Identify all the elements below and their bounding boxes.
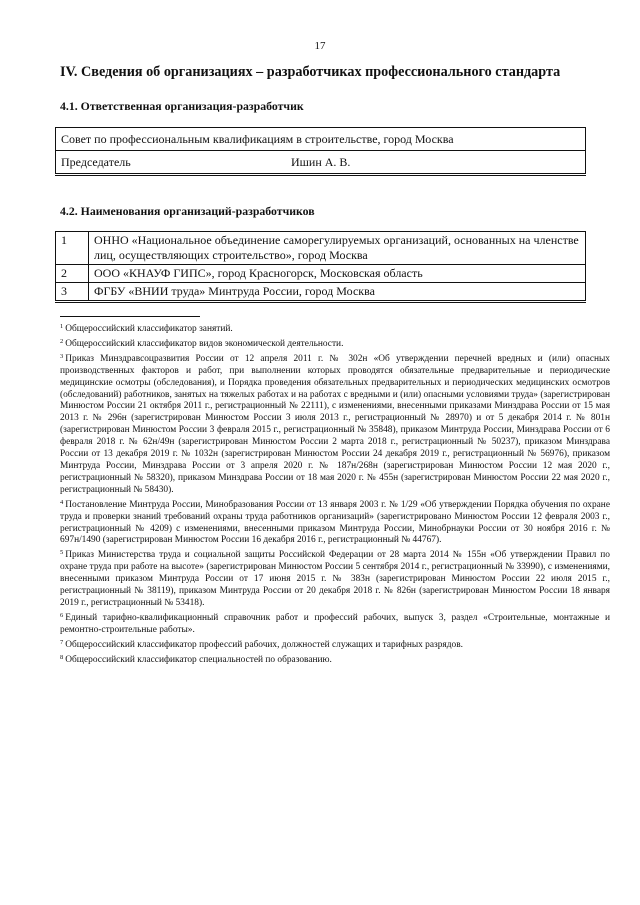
responsible-person-row bbox=[56, 151, 586, 175]
footnote-mark: 1 bbox=[60, 323, 64, 330]
footnote bbox=[60, 336, 610, 351]
developer-orgs-table bbox=[55, 231, 586, 303]
footnote bbox=[60, 321, 610, 336]
responsible-position: Председатель bbox=[61, 154, 131, 169]
footnote-separator bbox=[60, 316, 200, 317]
footnote-mark: 6 bbox=[60, 611, 64, 619]
responsible-person-cell bbox=[56, 151, 586, 175]
developer-orgs-heading: 4.2. Наименования организаций-разработчиков bbox=[60, 204, 315, 218]
footnote bbox=[60, 637, 610, 652]
table-row bbox=[56, 283, 586, 302]
footnote-text: Общероссийский классификатор профессий рабочих, должностей служащих и тарифных разрядов. bbox=[65, 639, 463, 650]
section-title: IV. Сведения об организациях – разработчиках профессионального стандарта bbox=[60, 64, 561, 80]
footnote-text: Приказ Минздравсоцразвития России от 12 апреля 2011 г. № 302н «Об утверждении перечней вредных и (или) опасных производственных факторов и работ, при выполнении которых проводятся обязательные предварительные и периодические медицинские осмотры (обследования), и Порядка проведения обязательных предварительных и периодических медицинских осмотров (обследований) работников, занятых на тяжелых работах и на работах с вредными и (или) опасными условиями труда» (зарегистрирован Минюстом России 21 октября 2011 г., регистрационный № 22111), с изменениями, внесенными приказами Минздрава России от 15 мая 2013 г. № 296н (зарегистрирован Минюстом России 3 июля 2013 г., регистрационный № 28970) и от 5 декабря 2014 г. № 801н (зарегистрирован Минюстом России 3 февраля 2015 г., регистрационный № 35848), приказом Минтруда России, Минздрава России от 6 февраля 2018 г. № 62н/49н (зарегистрирован Минюстом России 2 марта 2018 г., регистрационный № 50237), приказом Минздрава России от 13 декабря 2019 г. № 1032н (зарегистрирован Минюстом России 24 декабря 2019 г., регистрационный № 56976), приказом Минтруда России, Минздрава России от 3 апреля 2020 г. № 187н/268н (зарегистрирован Минюстом России 12 мая 2020 г., регистрационный № 58320), приказом Минздрава России от 18 мая 2020 г. № 455н (зарегистрирован Минюстом России 22 мая 2020 г., регистрационный № 58430). bbox=[60, 353, 610, 495]
footnote bbox=[60, 610, 610, 637]
responsible-org-name: Совет по профессиональным квалификациям в строительстве, город Москва bbox=[56, 128, 586, 151]
responsible-org-table bbox=[55, 127, 586, 176]
footnote-mark: 5 bbox=[60, 549, 64, 557]
footnote bbox=[60, 351, 610, 497]
responsible-org-row bbox=[56, 128, 586, 151]
footnote bbox=[60, 652, 610, 667]
footnote-text: Приказ Министерства труда и социальной защиты Российской Федерации от 28 марта 2014 № 155н «Об утверждении Правил по охране труда при работе на высоте» (зарегистрирован Минюстом России 5 сентября 2014 г., регистрационный № 33990), с изменениями, внесенными приказом Минтруда России от 17 июня 2015 г. № 383н (зарегистрирован Минюстом России 22 июля 2015 г., регистрационный № 38119), приказом Минтруда России от 20 декабря 2018 г. № 826н (зарегистрирован Минюстом России 18 января 2019 г., регистрационный № 53418). bbox=[60, 550, 610, 608]
row-number: 1 bbox=[56, 232, 89, 265]
table-row bbox=[56, 232, 586, 265]
footnote-text: Общероссийский классификатор занятий. bbox=[65, 324, 233, 334]
footnote-mark: 4 bbox=[60, 498, 64, 506]
responsible-org-heading: 4.1. Ответственная организация-разработчик bbox=[60, 99, 304, 113]
footnotes bbox=[60, 321, 610, 666]
footnote-mark: 3 bbox=[60, 352, 64, 360]
footnote-mark: 2 bbox=[60, 337, 64, 345]
footnote bbox=[60, 497, 610, 548]
responsible-person-name: Ишин А. В. bbox=[291, 154, 351, 169]
footnote-text: Единый тарифно-квалификационный справочник работ и профессий рабочих, выпуск 3, раздел «Строительные, монтажные и ремонтно-строительные работы». bbox=[60, 612, 610, 635]
organization-name: ООО «КНАУФ ГИПС», город Красногорск, Московская область bbox=[89, 265, 586, 283]
organization-name: ФГБУ «ВНИИ труда» Минтруда России, город Москва bbox=[89, 283, 586, 302]
footnote bbox=[60, 547, 610, 610]
footnote-text: Общероссийский классификатор специальностей по образованию. bbox=[65, 654, 332, 665]
footnote-mark: 7 bbox=[60, 638, 64, 646]
row-number: 2 bbox=[56, 265, 89, 283]
footnote-text: Общероссийский классификатор видов экономической деятельности. bbox=[65, 338, 344, 349]
page-number: 17 bbox=[314, 40, 326, 52]
organization-name: ОННО «Национальное объединение саморегулируемых организаций, основанных на членстве лиц, осуществляющих строительство», город Москва bbox=[89, 232, 586, 265]
row-number: 3 bbox=[56, 283, 89, 302]
footnote-mark: 8 bbox=[60, 653, 64, 661]
footnote-text: Постановление Минтруда России, Минобразования России от 13 января 2003 г. № 1/29 «Об утверждении Порядка обучения по охране труда и проверки знаний требований охраны труда работников организаций» (зарегистрировано Минюстом России 12 февраля 2003 г., регистрационный № 4209) с изменениями, внесенными приказом Минтруда России, Минобрнауки России от 30 ноября 2016 г. № 697н/1490 (зарегистрирован Минюстом России 16 декабря 2016 г., регистрационный № 44767). bbox=[60, 499, 610, 546]
table-row bbox=[56, 265, 586, 283]
